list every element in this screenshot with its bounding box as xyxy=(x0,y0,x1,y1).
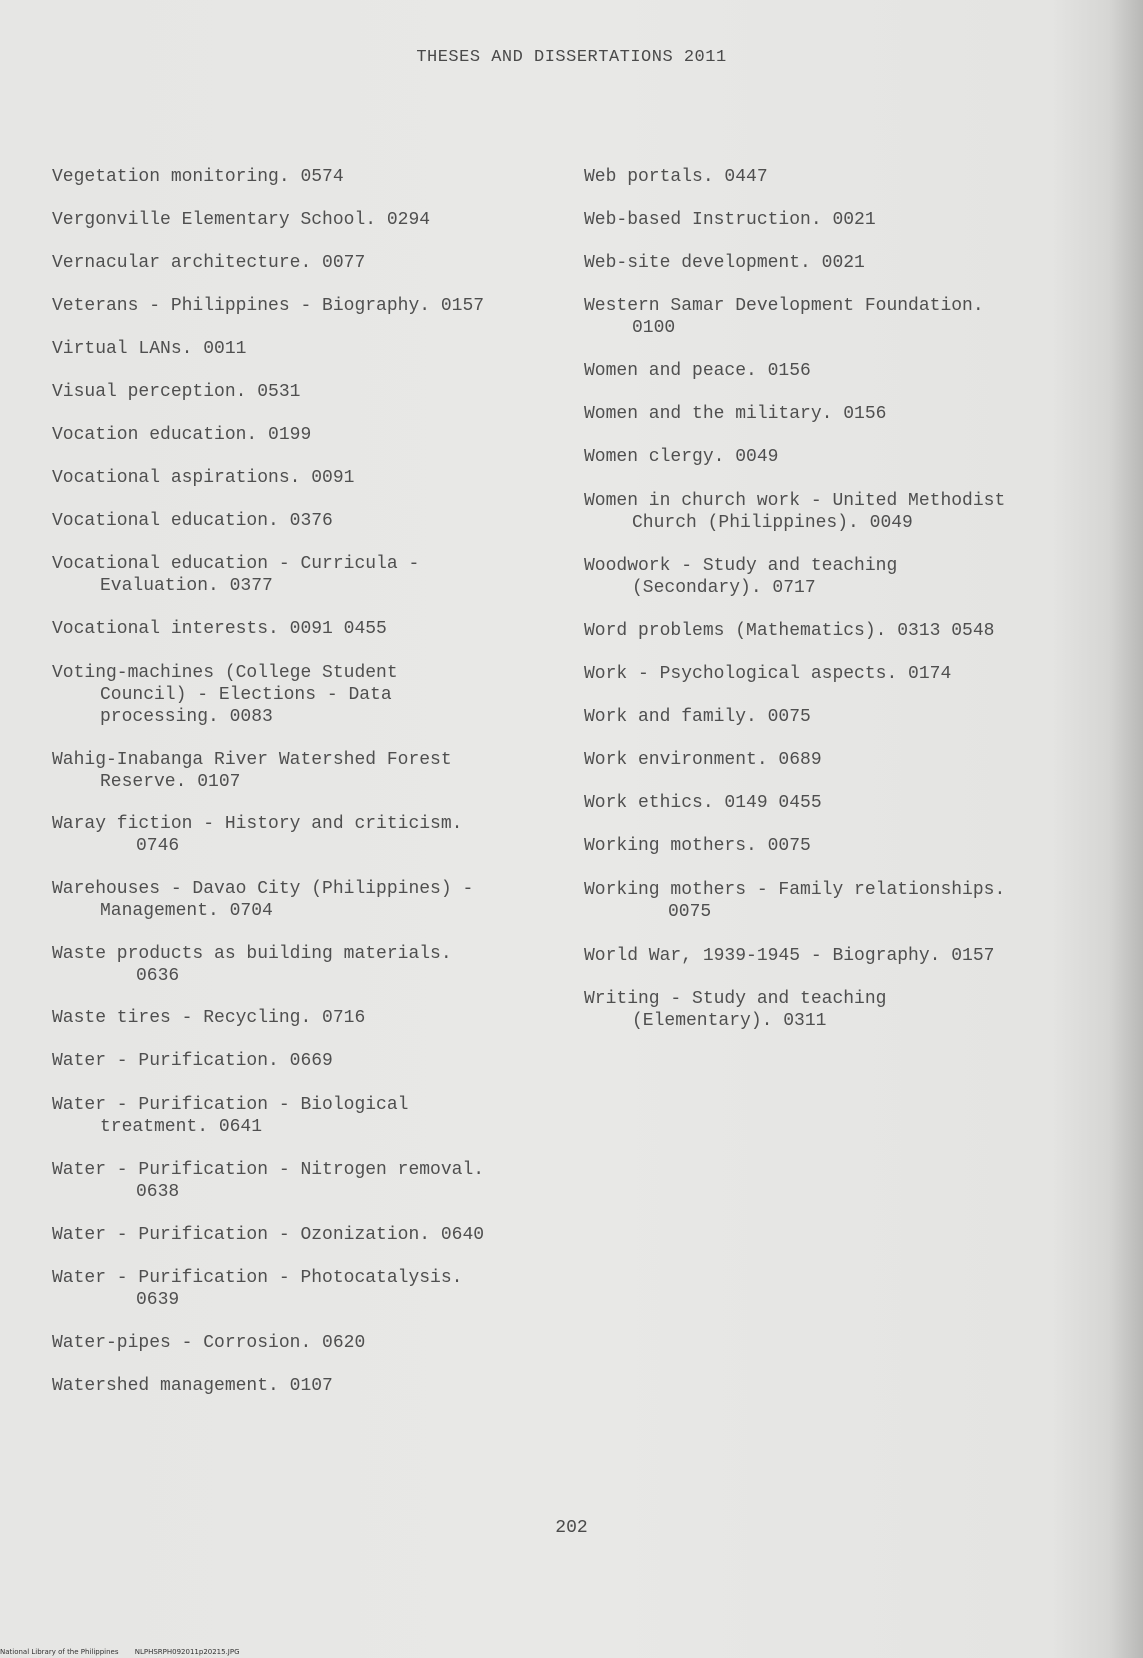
index-entry: Web portals. 0447 xyxy=(584,167,768,187)
index-entry: Vernacular architecture. 0077 xyxy=(52,253,366,273)
index-entry: Women and the military. 0156 xyxy=(584,404,887,424)
index-entry: Vocation education. 0199 xyxy=(52,425,312,445)
index-entry: World War, 1939-1945 - Biography. 0157 xyxy=(584,946,995,966)
index-entry: Writing - Study and teaching (Elementary). 0311 xyxy=(584,989,887,1031)
index-entry: Voting-machines (College Student Council) - Elections - Data processing. 0083 xyxy=(52,663,398,727)
index-entry: Working mothers. 0075 xyxy=(584,836,811,856)
index-entry: Water - Purification - Nitrogen removal. 0638 xyxy=(52,1160,485,1202)
index-entry: Vergonville Elementary School. 0294 xyxy=(52,210,431,230)
index-entry: Virtual LANs. 0011 xyxy=(52,339,247,359)
library-name: National Library of the Philippines xyxy=(0,1648,119,1656)
file-name: NLPHSRPH092011p20215.JPG xyxy=(134,1648,240,1656)
index-entry: Working mothers - Family relationships. 0075 xyxy=(584,880,1006,922)
index-entry: Word problems (Mathematics). 0313 0548 xyxy=(584,621,995,641)
index-entry: Work environment. 0689 xyxy=(584,750,822,770)
index-entry: Warehouses - Davao City (Philippines) - Management. 0704 xyxy=(52,879,474,921)
index-entry: Wahig-Inabanga River Watershed Forest Reserve. 0107 xyxy=(52,750,452,792)
index-entry: Work ethics. 0149 0455 xyxy=(584,793,822,813)
index-entry: Web-site development. 0021 xyxy=(584,253,865,273)
scan-caption xyxy=(0,1648,254,1656)
index-entry: Woodwork - Study and teaching (Secondary). 0717 xyxy=(584,556,898,598)
index-entry: Waray fiction - History and criticism. 0746 xyxy=(52,814,463,856)
index-entry: Women clergy. 0049 xyxy=(584,447,779,467)
index-entry: Watershed management. 0107 xyxy=(52,1376,333,1396)
index-entry: Vocational interests. 0091 0455 xyxy=(52,619,387,639)
index-entry: Water-pipes - Corrosion. 0620 xyxy=(52,1333,366,1353)
index-entry: Water - Purification - Biological treatment. 0641 xyxy=(52,1095,409,1137)
index-entry: Vocational education - Curricula - Evaluation. 0377 xyxy=(52,554,420,596)
index-entry: Women in church work - United Methodist Church (Philippines). 0049 xyxy=(584,491,1006,533)
index-entry: Western Samar Development Foundation. 0100 xyxy=(584,296,984,338)
page-header: THESES AND DISSERTATIONS 2011 xyxy=(416,48,727,67)
index-entry: Vegetation monitoring. 0574 xyxy=(52,167,344,187)
index-entry: Veterans - Philippines - Biography. 0157 xyxy=(52,296,485,316)
index-entry: Vocational aspirations. 0091 xyxy=(52,468,355,488)
index-entry: Water - Purification - Ozonization. 0640 xyxy=(52,1225,485,1245)
index-entry: Work and family. 0075 xyxy=(584,707,811,727)
index-entry: Waste products as building materials. 0636 xyxy=(52,944,452,986)
index-entry: Vocational education. 0376 xyxy=(52,511,333,531)
index-entry: Women and peace. 0156 xyxy=(584,361,811,381)
index-entry: Work - Psychological aspects. 0174 xyxy=(584,664,952,684)
index-entry: Visual perception. 0531 xyxy=(52,382,301,402)
index-entry: Waste tires - Recycling. 0716 xyxy=(52,1008,366,1028)
index-entry: Water - Purification - Photocatalysis. 0639 xyxy=(52,1268,463,1310)
index-entry: Water - Purification. 0669 xyxy=(52,1051,333,1071)
page-number: 202 xyxy=(555,1518,588,1538)
index-entry: Web-based Instruction. 0021 xyxy=(584,210,876,230)
